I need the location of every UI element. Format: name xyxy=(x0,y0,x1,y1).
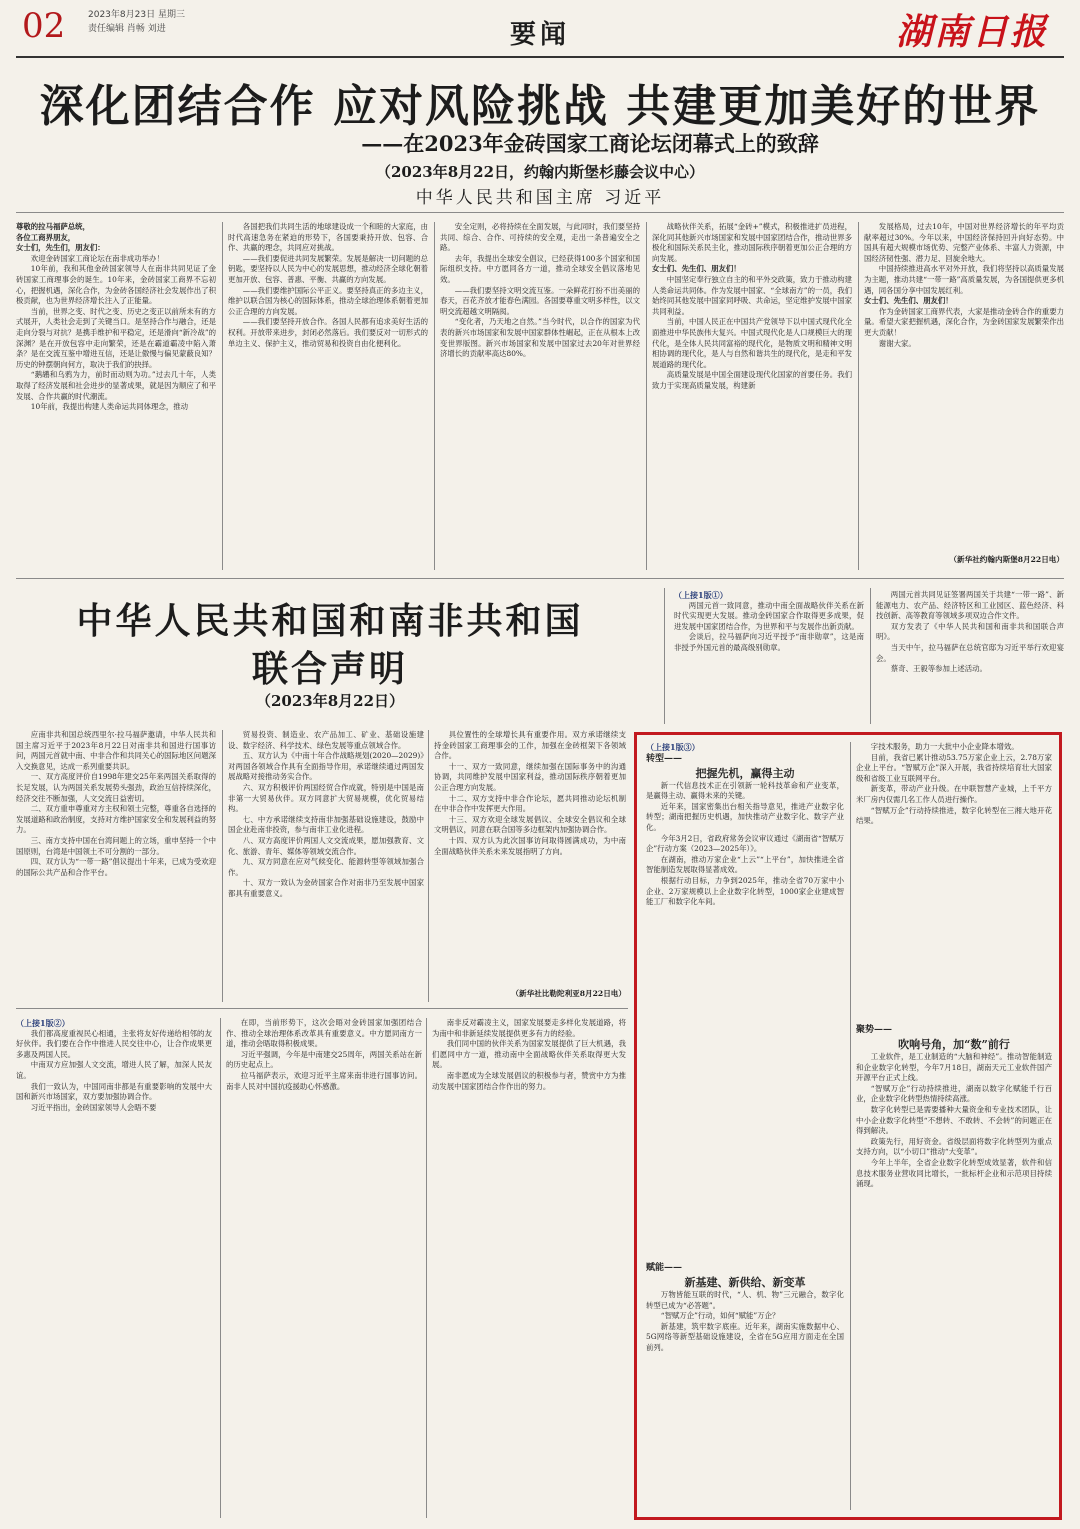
article1-col2 xyxy=(228,222,428,570)
section-title: 要闻 xyxy=(509,20,570,50)
subheading: 把握先机，赢得主动 xyxy=(695,766,795,780)
paragraph: 习近平指出，金砖国家领导人会晤不要 xyxy=(30,1102,157,1112)
column-rule xyxy=(858,222,859,570)
paragraph: 数字化转型已是需要播种大量资金和专业技术团队，让中小企业数字化转型“不想转、不敢转、不会转”的问题正在得到解决。 xyxy=(856,1104,1052,1136)
paragraph: 我们都高度重视民心相通，主张将友好传递给相邻的友好伙伴。我们要在合作中推进人民交往中心，让合作成果更多惠及两国人民。 xyxy=(16,1028,212,1059)
paragraph: 二、双方重申尊重对方主权和领土完整，尊重各自选择的发展道路和政治制度，支持对方维护国家安全和发展利益的努力。 xyxy=(16,804,216,835)
column-rule xyxy=(870,588,871,724)
paragraph: 八、双方高度评价两国人文交流成果，愿加强教育、文化、旅游、青年、媒体等领域交流合作。 xyxy=(228,835,424,856)
paragraph: 六、双方积极评价两国经贸合作成就，特别是中国是南非第一大贸易伙伴。双方同意扩大贸易规模，优化贸易结构。 xyxy=(228,782,424,814)
paragraph: 五、双方认为《中南十年合作战略规划(2020—2029)》对两国各领域合作具有全面指导作用，承诺继续通过两国发展战略对接推动务实合作。 xyxy=(228,751,424,782)
paragraph: 在湖南，推动万家企业“上云”“上平台”，加快推进全省智能制造发展取得显著成效。 xyxy=(646,854,844,875)
feature-col1-lower xyxy=(646,1262,844,1512)
paragraph: 七、中方承诺继续支持南非加强基础设施建设，鼓励中国企业赴南非投资，参与南非工业化进程。 xyxy=(228,814,424,835)
paragraph: 去年，我提出全球安全倡议，已经获得100多个国家和国际组织支持。中方愿同各方一道，推动全球安全倡议落地见效。 xyxy=(440,253,640,284)
paragraph: 当前，世界之变、时代之变、历史之变正以前所未有的方式展开，人类社会走到了关键当口。是坚持合作与融合，还是走向分裂与对抗？是携手维护和平稳定，还是滑向“新冷战”的深渊？是在开放包容中走向繁荣，还是在霸道霸凌中陷入萧条？是在交流互鉴中增进互信，还是让傲慢与偏见蒙蔽良知？历史的钟摆朝向何方，取决于我们的抉择。 xyxy=(16,306,216,369)
article1-subtitle: ——在2023年金砖国家工商论坛闭幕式上的致辞 xyxy=(361,131,819,156)
continuation-label: （上接1版③） xyxy=(646,742,700,752)
paragraph: 字技术服务，助力一大批中小企业降本增效。 xyxy=(870,742,1019,751)
divider xyxy=(16,212,1064,213)
paragraph: 安全定则，必将持续在全面发展，与此同时，我们要坚持共同、综合、合作、可持续的安全观，走出一条普遍安全之路。 xyxy=(440,222,640,253)
continuation-label: （上接1版①） xyxy=(674,590,728,600)
paragraph: 在即，当前形势下，这次会晤对金砖国家加强团结合作、推动全球治理体系改革具有重要意义。中方愿同南方一道，推动会晤取得积极成果。 xyxy=(226,1018,422,1049)
paragraph: “智赋万企”行动持续推进，湖南以数字化赋能千行百业，企业数字化转型热情持续高涨。 xyxy=(856,1083,1052,1104)
paragraph: 四、双方认为“一带一路”倡议提出十年来，已成为受欢迎的国际公共产品和合作平台。 xyxy=(16,857,216,877)
paragraph: 十、双方一致认为金砖国家合作对南非乃至发展中国家都具有重要意义。 xyxy=(228,878,424,898)
paragraph: “智赋万企”行动，如何“赋能”万企？ xyxy=(660,1311,780,1321)
paragraph: ——我们要促进共同发展繁荣。发展是解决一切问题的总钥匙，要坚持以人民为中心的发展思想，推动经济全球化朝着更加开放、包容、普惠、平衡、共赢的方向发展。 xyxy=(228,253,428,284)
bottom-col3 xyxy=(432,1018,626,1518)
feature-col2-lower xyxy=(856,1024,1052,1512)
paragraph: 习近平强调，今年是中南建交25周年，两国关系站在新的历史起点上。 xyxy=(226,1049,422,1070)
article2-col1 xyxy=(16,730,216,1002)
article2-date: （2023年8月22日） xyxy=(255,692,405,710)
kicker: 聚势—— xyxy=(856,1025,893,1035)
paragraph: 南非反对霸凌主义，国家发展要走多样化发展道路，将为南中和非新延续发展提供更多有力的经验。 xyxy=(432,1018,626,1038)
article1-col4 xyxy=(652,222,852,570)
article2-right-col-b xyxy=(876,590,1064,724)
column-rule xyxy=(428,730,429,1002)
continuation-label: （上接1版②） xyxy=(16,1018,70,1028)
masthead xyxy=(0,0,1080,60)
paragraph: 各国把我们共同生活的地球建设成一个和睦的大家庭，由时代高速急务在紧迫的形势下，各国要秉持开放、包容、合作、共赢的理念，共同应对挑战。 xyxy=(228,222,428,253)
bottom-col2 xyxy=(226,1018,422,1518)
paragraph: 新一代信息技术正在引领新一轮科技革命和产业变革，是赢得主动、赢得未来的关键。 xyxy=(646,780,844,801)
column-rule xyxy=(434,222,435,570)
kicker: 转型—— xyxy=(646,753,683,764)
kicker: 赋能—— xyxy=(646,1263,683,1273)
column-rule xyxy=(646,222,647,570)
paragraph: 作为金砖国家工商界代表，大家是推动金砖合作的重要力量。希望大家把握机遇，深化合作，为金砖国家发展繁荣作出更大贡献！ xyxy=(864,306,1064,337)
article1-col3 xyxy=(440,222,640,570)
subheading: 新基建、新供给、新变革 xyxy=(684,1276,806,1289)
paragraph: ——我们要维护国际公平正义。要坚持真正的多边主义，维护以联合国为核心的国际体系，推动全球治理体系朝着更加公正合理的方向发展。 xyxy=(228,285,428,316)
paragraph: 拉马福萨表示，欢迎习近平主席来南非进行国事访问。南非人民对中国抗疫援助心怀感激。 xyxy=(226,1070,422,1091)
paragraph: 中国坚定奉行独立自主的和平外交政策，致力于推动构建人类命运共同体。作为发展中国家、“全球南方”的一员，我们始终同其他发展中国家同呼吸、共命运，坚定维护发展中国家共同利益。 xyxy=(652,274,852,316)
paragraph: 当前，中国人民正在中国共产党领导下以中国式现代化全面推进中华民族伟大复兴。中国式现代化是人口规模巨大的现代化，是全体人民共同富裕的现代化，是物质文明和精神文明相协调的现代化，是人与自然和谐共生的现代化，是走和平发展道路的现代化。 xyxy=(652,317,852,369)
paragraph: 10年前，我和其他金砖国家领导人在南非共同见证了金砖国家工商理事会的诞生。10年来，金砖国家工商界不忘初心，把握机遇，深化合作，为金砖各国经济社会发展作出了积极贡献，也为世界经济增长注入了正能量。 xyxy=(16,264,216,306)
paragraph: 10年前，我提出构建人类命运共同体理念，推动 xyxy=(30,402,189,412)
paragraph: 会谈后，拉马福萨向习近平授予“南非勋章”，这是南非授予外国元首的最高级别勋章。 xyxy=(674,632,864,652)
paragraph: 政策先行，用好资金。省级层面将数字化转型列为重点支持方向，以“小切口”推动“大变革”。 xyxy=(856,1136,1052,1157)
article2-right-col-a xyxy=(674,590,864,724)
paragraph: 新基建，筑牢数字底座。近年来，湖南实施数据中心、5G网络等新型基础设施建设，全省在5G应用方面走在全国前列。 xyxy=(646,1321,844,1352)
article1-col1 xyxy=(16,222,216,570)
paragraph: 发展格局，过去10年，中国对世界经济增长的年平均贡献率超过30%。今年以来，中国经济保持回升向好态势。中国具有超大规模市场优势、完整产业体系、丰富人力资源，中国经济韧性强、潜力足、回旋余地大。 xyxy=(864,222,1064,263)
paragraph: 十一、双方一致同意，继续加强在国际事务中的沟通协调，共同维护发展中国家利益，推动国际秩序朝着更加公正合理方向发展。 xyxy=(434,761,626,792)
paragraph: 近年来，国家密集出台相关指导意见，推进产业数字化转型；湖南把握历史机遇，加快推动产业数字化、数字产业化。 xyxy=(646,801,844,832)
paragraph: 当天中午，拉马福萨在总统官邸为习近平举行欢迎宴会。 xyxy=(876,642,1064,663)
paragraph: 十四、双方认为此次国事访问取得圆满成功，为中南全面战略伙伴关系未来发展指明了方向。 xyxy=(434,835,626,856)
paragraph: 中南双方应加强人文交流，增进人民了解，加深人民友谊。 xyxy=(16,1060,212,1080)
column-rule xyxy=(222,222,223,570)
paragraph: 两国元首一致同意，推动中南全面战略伙伴关系在新时代实现更大发展。推动金砖国家合作取得更多成果，促进发展中国家团结合作，为世界和平与发展作出新贡献。 xyxy=(674,600,864,631)
column-rule xyxy=(222,730,223,1002)
paragraph: 工业软件，是工业制造的“大脑和神经”。推动智能制造和企业数字化转型，今年7月18日，湖南天元工业软件国产开源平台正式上线。 xyxy=(856,1052,1052,1083)
divider xyxy=(16,1008,628,1009)
column-rule xyxy=(850,742,851,1510)
column-rule xyxy=(220,1018,221,1518)
paragraph: “变化者，乃天地之自然。”当今时代，以合作的国家为代表的新兴市场国家和发展中国家群体性崛起，正在从根本上改变世界版图。新兴市场国家和发展中国家过去20年对世界经济增长的贡献率高达80%。 xyxy=(440,317,640,359)
paragraph: 目前，我省已累计推动53.75万家企业上云，2.78万家企业上平台。“智赋万企”深入开展，我省持续培育壮大国家级和省级工业互联网平台。 xyxy=(856,752,1052,783)
paragraph: 双方发表了《中华人民共和国和南非共和国联合声明》。 xyxy=(876,621,1064,642)
article2-source: （新华社比勒陀利亚8月22日电） xyxy=(511,989,626,998)
paragraph: 高质量发展是中国全面建设现代化国家的首要任务。我们致力于实现高质量发展，构建新 xyxy=(652,370,852,390)
paragraph: 欢迎金砖国家工商论坛在南非成功举办！ xyxy=(30,253,164,263)
salutation-line: 女士们，先生们，朋友们： xyxy=(16,243,105,253)
paragraph: “智赋万企”行动持续推进，数字化转型在三湘大地开花结果。 xyxy=(856,805,1052,826)
divider xyxy=(16,578,1064,579)
bottom-col1 xyxy=(16,1018,212,1518)
paragraph: 十三、双方欢迎全球发展倡议、全球安全倡议和全球文明倡议，同意在联合国等多边框架内加强协调合作。 xyxy=(434,814,626,835)
paragraph: ——我们要坚持开放合作。各国人民都有追求美好生活的权利。开放带来进步，封闭必然落后。我们要反对一切形式的单边主义、保护主义，推动贸易和投资自由化便利化。 xyxy=(228,317,428,348)
paragraph: 战略伙伴关系，拓展“金砖+”模式，积极推进扩员进程，深化同其他新兴市场国家和发展中国家团结合作，推动世界多极化和国际关系民主化，推动国际秩序朝着更加公正合理的方向发展。 xyxy=(652,222,852,263)
article1-source: （新华社约翰内斯堡8月22日电） xyxy=(949,555,1064,564)
salutation-line: 尊敬的拉马福萨总统， xyxy=(16,222,90,231)
paragraph: 女士们、先生们、朋友们！ xyxy=(864,296,953,306)
article2-col3 xyxy=(434,730,626,986)
column-rule xyxy=(664,588,665,724)
masthead-rule xyxy=(16,56,1064,58)
paragraph: 我们一致认为，中国同南非都是有重要影响的发展中大国和新兴市场国家，双方要加强协调合作。 xyxy=(16,1081,212,1102)
column-rule xyxy=(426,1018,427,1518)
article2-headline-line2: 联合声明 xyxy=(251,649,408,690)
paragraph: ——我们要坚持文明交流互鉴。一朵鲜花打扮不出美丽的春天，百花齐放才能春色满园。各国要尊重文明多样性，以文明交流超越文明隔阂。 xyxy=(440,285,640,316)
paragraph: 蔡奇、王毅等参加上述活动。 xyxy=(890,664,987,674)
article1-col5 xyxy=(864,222,1064,552)
paragraph: 新变革，带动产业升级。在中联智慧产业城，上千平方米厂房内仅需几名工作人员进行操作。 xyxy=(856,784,1052,804)
article1-headline: 深化团结合作 应对风险挑战 共建更加美好的世界 xyxy=(39,81,1041,132)
paragraph: 两国元首共同见证签署两国关于共建“一带一路”、新能源电力、农产品、经济特区和工业园区、蓝色经济、科技创新、高等教育等领域多项双边合作文件。 xyxy=(876,590,1064,621)
article2-col2 xyxy=(228,730,424,1002)
paragraph: 根据行动目标，力争到2025年，推动全省70万家中小企业、2万家规模以上企业数字化转型，1000家企业建成智能工厂和数字化车间。 xyxy=(646,875,844,907)
paragraph: 女士们、先生们、朋友们！ xyxy=(652,264,741,274)
article1-dateline: （2023年8月22日，约翰内斯堡杉藤会议中心） xyxy=(375,163,705,181)
paragraph: 具位置性的全球增长具有重要作用。双方承诺继续支持金砖国家工商理事会的工作，加强在金砖框架下各领域合作。 xyxy=(434,730,626,761)
article2-headline-line1: 中华人民共和国和南非共和国 xyxy=(76,601,584,642)
salutation-line: 各位工商界朋友， xyxy=(16,232,76,242)
paragraph: 中国持续推进高水平对外开放，我们将坚持以高质量发展为主题，推动共建“一带一路”高质量发展，为各国提供更多机遇，同各国分享中国发展红利。 xyxy=(864,264,1064,295)
article1-byline: 中华人民共和国主席 习近平 xyxy=(415,188,665,208)
subheading: 吹响号角，加“数”前行 xyxy=(898,1038,1010,1051)
paragraph: 应南非共和国总统西里尔·拉马福萨邀请，中华人民共和国主席习近平于2023年8月22日对南非共和国进行国事访问，两国元首就中南、中非合作和共同关心的国际地区问题深入交换意见，达成一系列重要共识。 xyxy=(16,730,216,771)
paragraph: 一、双方高度评价自1998年建交25年来两国关系取得的长足发展，认为两国关系发展势头强劲，政治互信持续深化，经济交往不断加强，人文交流日益密切。 xyxy=(16,772,216,803)
paragraph: 我们同中国的伙伴关系为国家发展提供了巨大机遇，我们愿同中方一道，推动南中全面战略伙伴关系取得更大发展。 xyxy=(432,1039,626,1070)
date-line: 2023年8月23日 星期三 xyxy=(88,10,185,20)
feature-col1 xyxy=(646,742,844,1262)
paragraph: 今年3月2日，省政府常务会议审议通过《湖南省“智赋万企”行动方案（2023—2025年）》。 xyxy=(646,833,844,854)
paragraph: 贸易投资、制造业、农产品加工、矿业、基础设施建设、数字经济、科学技术、绿色发展等重点领域合作。 xyxy=(228,730,424,750)
paragraph: 十二、双方支持中非合作论坛，愿共同推动论坛机制在中非合作中发挥更大作用。 xyxy=(434,793,626,814)
paragraph: 三、南方支持中国在台湾问题上的立场，重申坚持一个中国原则，台湾是中国领土不可分割的一部分。 xyxy=(16,835,216,856)
paragraph: 南非愿成为全球发展倡议的积极参与者，赞赏中方为推动发展中国家团结合作作出的努力。 xyxy=(432,1070,626,1091)
feature-col2 xyxy=(856,742,1052,1022)
paragraph: “鹅鹕和乌鸦为力，前时而动则为功。”过去几十年，人类取得了经济发展和社会进步的显著成果，就是因为顺应了和平发展、合作共赢的时代潮流。 xyxy=(16,370,216,401)
newspaper-logo: 湖南日报 xyxy=(896,12,1049,53)
paragraph: 今年上半年，全省企业数字化转型成效显著，软件和信息技术服务业营收同比增长，一批标杆企业和示范项目持续涌现。 xyxy=(856,1157,1052,1189)
paragraph: 九、双方同意在应对气候变化、能源转型等领域加强合作。 xyxy=(228,857,424,877)
page-number: 02 xyxy=(22,6,66,46)
paragraph: 谢谢大家。 xyxy=(878,338,916,348)
editor-line: 责任编辑 肖畅 刘进 xyxy=(88,24,166,34)
paragraph: 万物皆能互联的时代，“人、机、物”三元融合，数字化转型已成为“必答题”。 xyxy=(646,1290,844,1310)
